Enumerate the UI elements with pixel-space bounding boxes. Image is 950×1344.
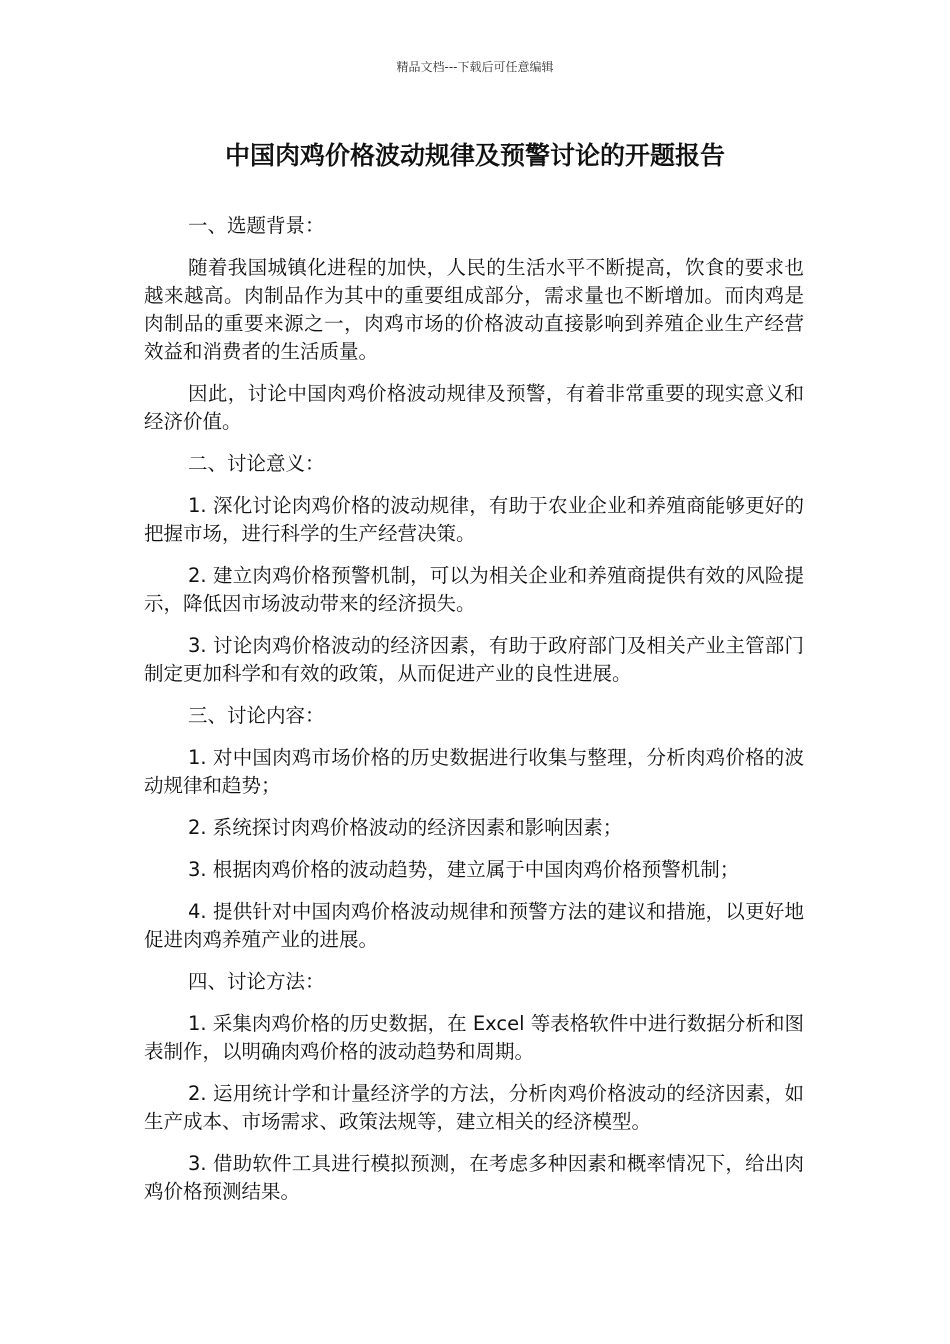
list-item: 4. 提供针对中国肉鸡价格波动规律和预警方法的建议和措施，以更好地促进肉鸡养殖产业的进展。 (144, 900, 804, 951)
list-item: 2. 运用统计学和计量经济学的方法，分析肉鸡价格波动的经济因素，如生产成本、市场需求、政策法规等，建立相关的经济模型。 (144, 1082, 804, 1133)
section-heading-methods: 四、讨论方法： (188, 970, 325, 993)
list-item: 3. 根据肉鸡价格的波动趋势，建立属于中国肉鸡价格预警机制； (188, 858, 740, 881)
list-item: 1. 对中国肉鸡市场价格的历史数据进行收集与整理，分析肉鸡价格的波动规律和趋势； (144, 746, 804, 797)
list-item: 1. 采集肉鸡价格的历史数据，在 Excel 等表格软件中进行数据分析和图表制作，以明确肉鸡价格的波动趋势和周期。 (144, 1012, 804, 1063)
section-heading-background: 一、选题背景： (188, 214, 325, 237)
document-body (144, 212, 804, 1220)
section-heading-content: 三、讨论内容： (188, 704, 325, 727)
paragraph: 因此，讨论中国肉鸡价格波动规律及预警，有着非常重要的现实意义和经济价值。 (144, 382, 804, 433)
list-item: 2. 建立肉鸡价格预警机制，可以为相关企业和养殖商提供有效的风险提示，降低因市场波动带来的经济损失。 (144, 564, 804, 615)
list-item: 3. 借助软件工具进行模拟预测，在考虑多种因素和概率情况下，给出肉鸡价格预测结果。 (144, 1152, 804, 1203)
list-item: 1. 深化讨论肉鸡价格的波动规律，有助于农业企业和养殖商能够更好的把握市场，进行科学的生产经营决策。 (144, 494, 804, 545)
header-note: 精品文档---下载后可任意编辑 (396, 60, 554, 74)
list-item: 3. 讨论肉鸡价格波动的经济因素，有助于政府部门及相关产业主管部门制定更加科学和有效的政策，从而促进产业的良性进展。 (144, 634, 804, 685)
document-title: 中国肉鸡价格波动规律及预警讨论的开题报告 (224, 141, 725, 170)
paragraph: 随着我国城镇化进程的加快，人民的生活水平不断提高，饮食的要求也越来越高。肉制品作为其中的重要组成部分，需求量也不断增加。而肉鸡是肉制品的重要来源之一，肉鸡市场的价格波动直接影响到养殖企业生产经营效益和消费者的生活质量。 (144, 256, 804, 363)
list-item: 2. 系统探讨肉鸡价格波动的经济因素和影响因素； (188, 816, 623, 839)
section-heading-significance: 二、讨论意义： (188, 452, 325, 475)
